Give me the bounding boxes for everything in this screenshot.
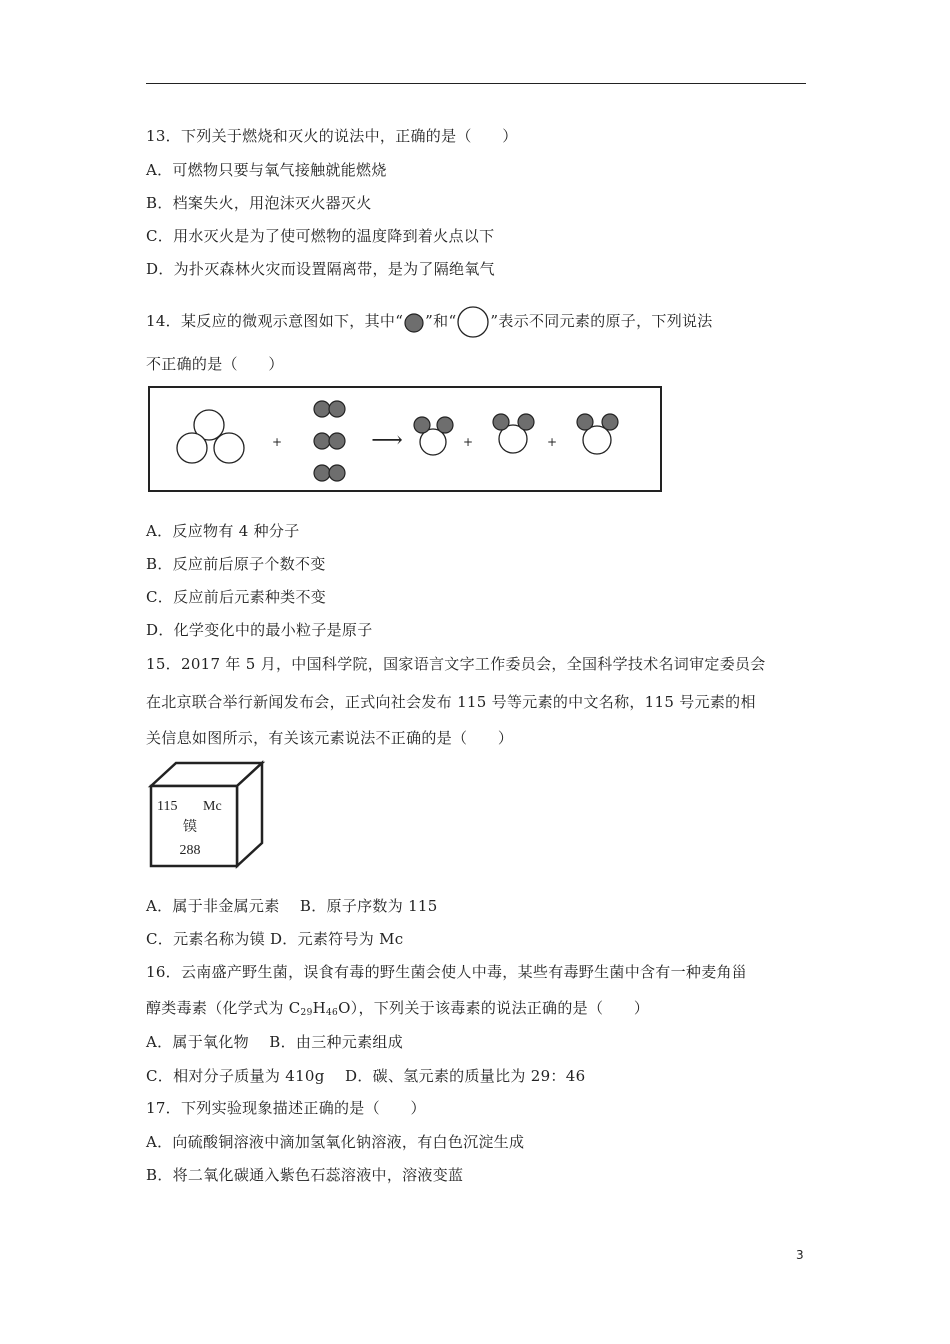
plus-sign-1: + (271, 435, 283, 449)
reaction-diagram (146, 385, 664, 495)
q14-stem-part2: ”和“ (425, 312, 457, 330)
element-mass: 288 (179, 843, 201, 858)
q16-stem-line2-pre: 醇类毒素（化学式为 C (146, 999, 301, 1017)
q13-option-a: A．可燃物只要与氧气接触就能燃烧 (146, 161, 387, 179)
reaction-arrow: ⟶ (371, 428, 403, 453)
page-number: 3 (796, 1248, 804, 1262)
q14-option-d: D．化学变化中的最小粒子是原子 (146, 621, 373, 639)
q14-option-c: C．反应前后元素种类不变 (146, 588, 327, 606)
element-symbol: Mc (203, 799, 222, 814)
plus-sign-3: + (546, 435, 558, 449)
plus-sign-2: + (462, 435, 474, 449)
q13-stem: 13．下列关于燃烧和灭火的说法中，正确的是（ ） (146, 127, 518, 145)
q15-options-line1: A．属于非金属元素 B．原子序数为 115 (146, 897, 438, 915)
formula-h: H (312, 999, 326, 1017)
element-cell-cube (146, 760, 268, 870)
q14-stem-part3: ”表示不同元素的原子，下列说法 (490, 312, 713, 330)
formula-sub-c: 29 (300, 1008, 313, 1018)
q16-options-line1: A．属于氧化物 B．由三种元素组成 (146, 1033, 404, 1051)
element-name: 镆 (183, 819, 197, 835)
element-atomic-number: 115 (157, 799, 178, 814)
q16-stem-line1: 16．云南盛产野生菌，误食有毒的野生菌会使人中毒，某些有毒野生菌中含有一种麦角甾 (146, 963, 748, 981)
q13-option-d: D．为扑灭森林火灾而设置隔离带，是为了隔绝氧气 (146, 260, 495, 278)
q17-option-b: B．将二氧化碳通入紫色石蕊溶液中，溶液变蓝 (146, 1166, 464, 1184)
q15-options-line2: C．元素名称为镆 D．元素符号为 Mc (146, 930, 404, 948)
q15-stem-line2: 在北京联合举行新闻发布会，正式向社会发布 115 号等元素的中文名称，115 号元素的相 (146, 693, 756, 711)
gray-atom-icon (403, 311, 425, 333)
q17-option-a: A．向硫酸铜溶液中滴加氢氧化钠溶液，有白色沉淀生成 (146, 1133, 525, 1151)
q16-stem-line2-post: O），下列关于该毒素的说法正确的是（ ） (338, 999, 650, 1017)
q14-option-a: A．反应物有 4 种分子 (146, 522, 300, 540)
formula-sub-h: 46 (326, 1008, 339, 1018)
q17-stem: 17．下列实验现象描述正确的是（ ） (146, 1099, 426, 1117)
q14-stem-part1: 14．某反应的微观示意图如下，其中“ (146, 312, 404, 330)
q13-option-c: C．用水灭火是为了使可燃物的温度降到着火点以下 (146, 227, 495, 245)
q14-stem-line2: 不正确的是（ ） (146, 355, 284, 373)
q16-stem-line2 (146, 998, 649, 1023)
header-rule (146, 83, 806, 84)
q14-stem (146, 305, 713, 339)
q16-options-line2: C．相对分子质量为 410g D．碳、氢元素的质量比为 29：46 (146, 1067, 586, 1085)
reactant-gray-molecules (314, 401, 345, 481)
white-atom-icon (456, 305, 490, 339)
q13-option-b: B．档案失火，用泡沫灭火器灭火 (146, 194, 372, 212)
q15-stem-line1: 15．2017 年 5 月，中国科学院，国家语言文字工作委员会，全国科学技术名词审定委员会 (146, 655, 766, 673)
q14-option-b: B．反应前后原子个数不变 (146, 555, 326, 573)
q15-stem-line3: 关信息如图所示，有关该元素说法不正确的是（ ） (146, 729, 514, 747)
